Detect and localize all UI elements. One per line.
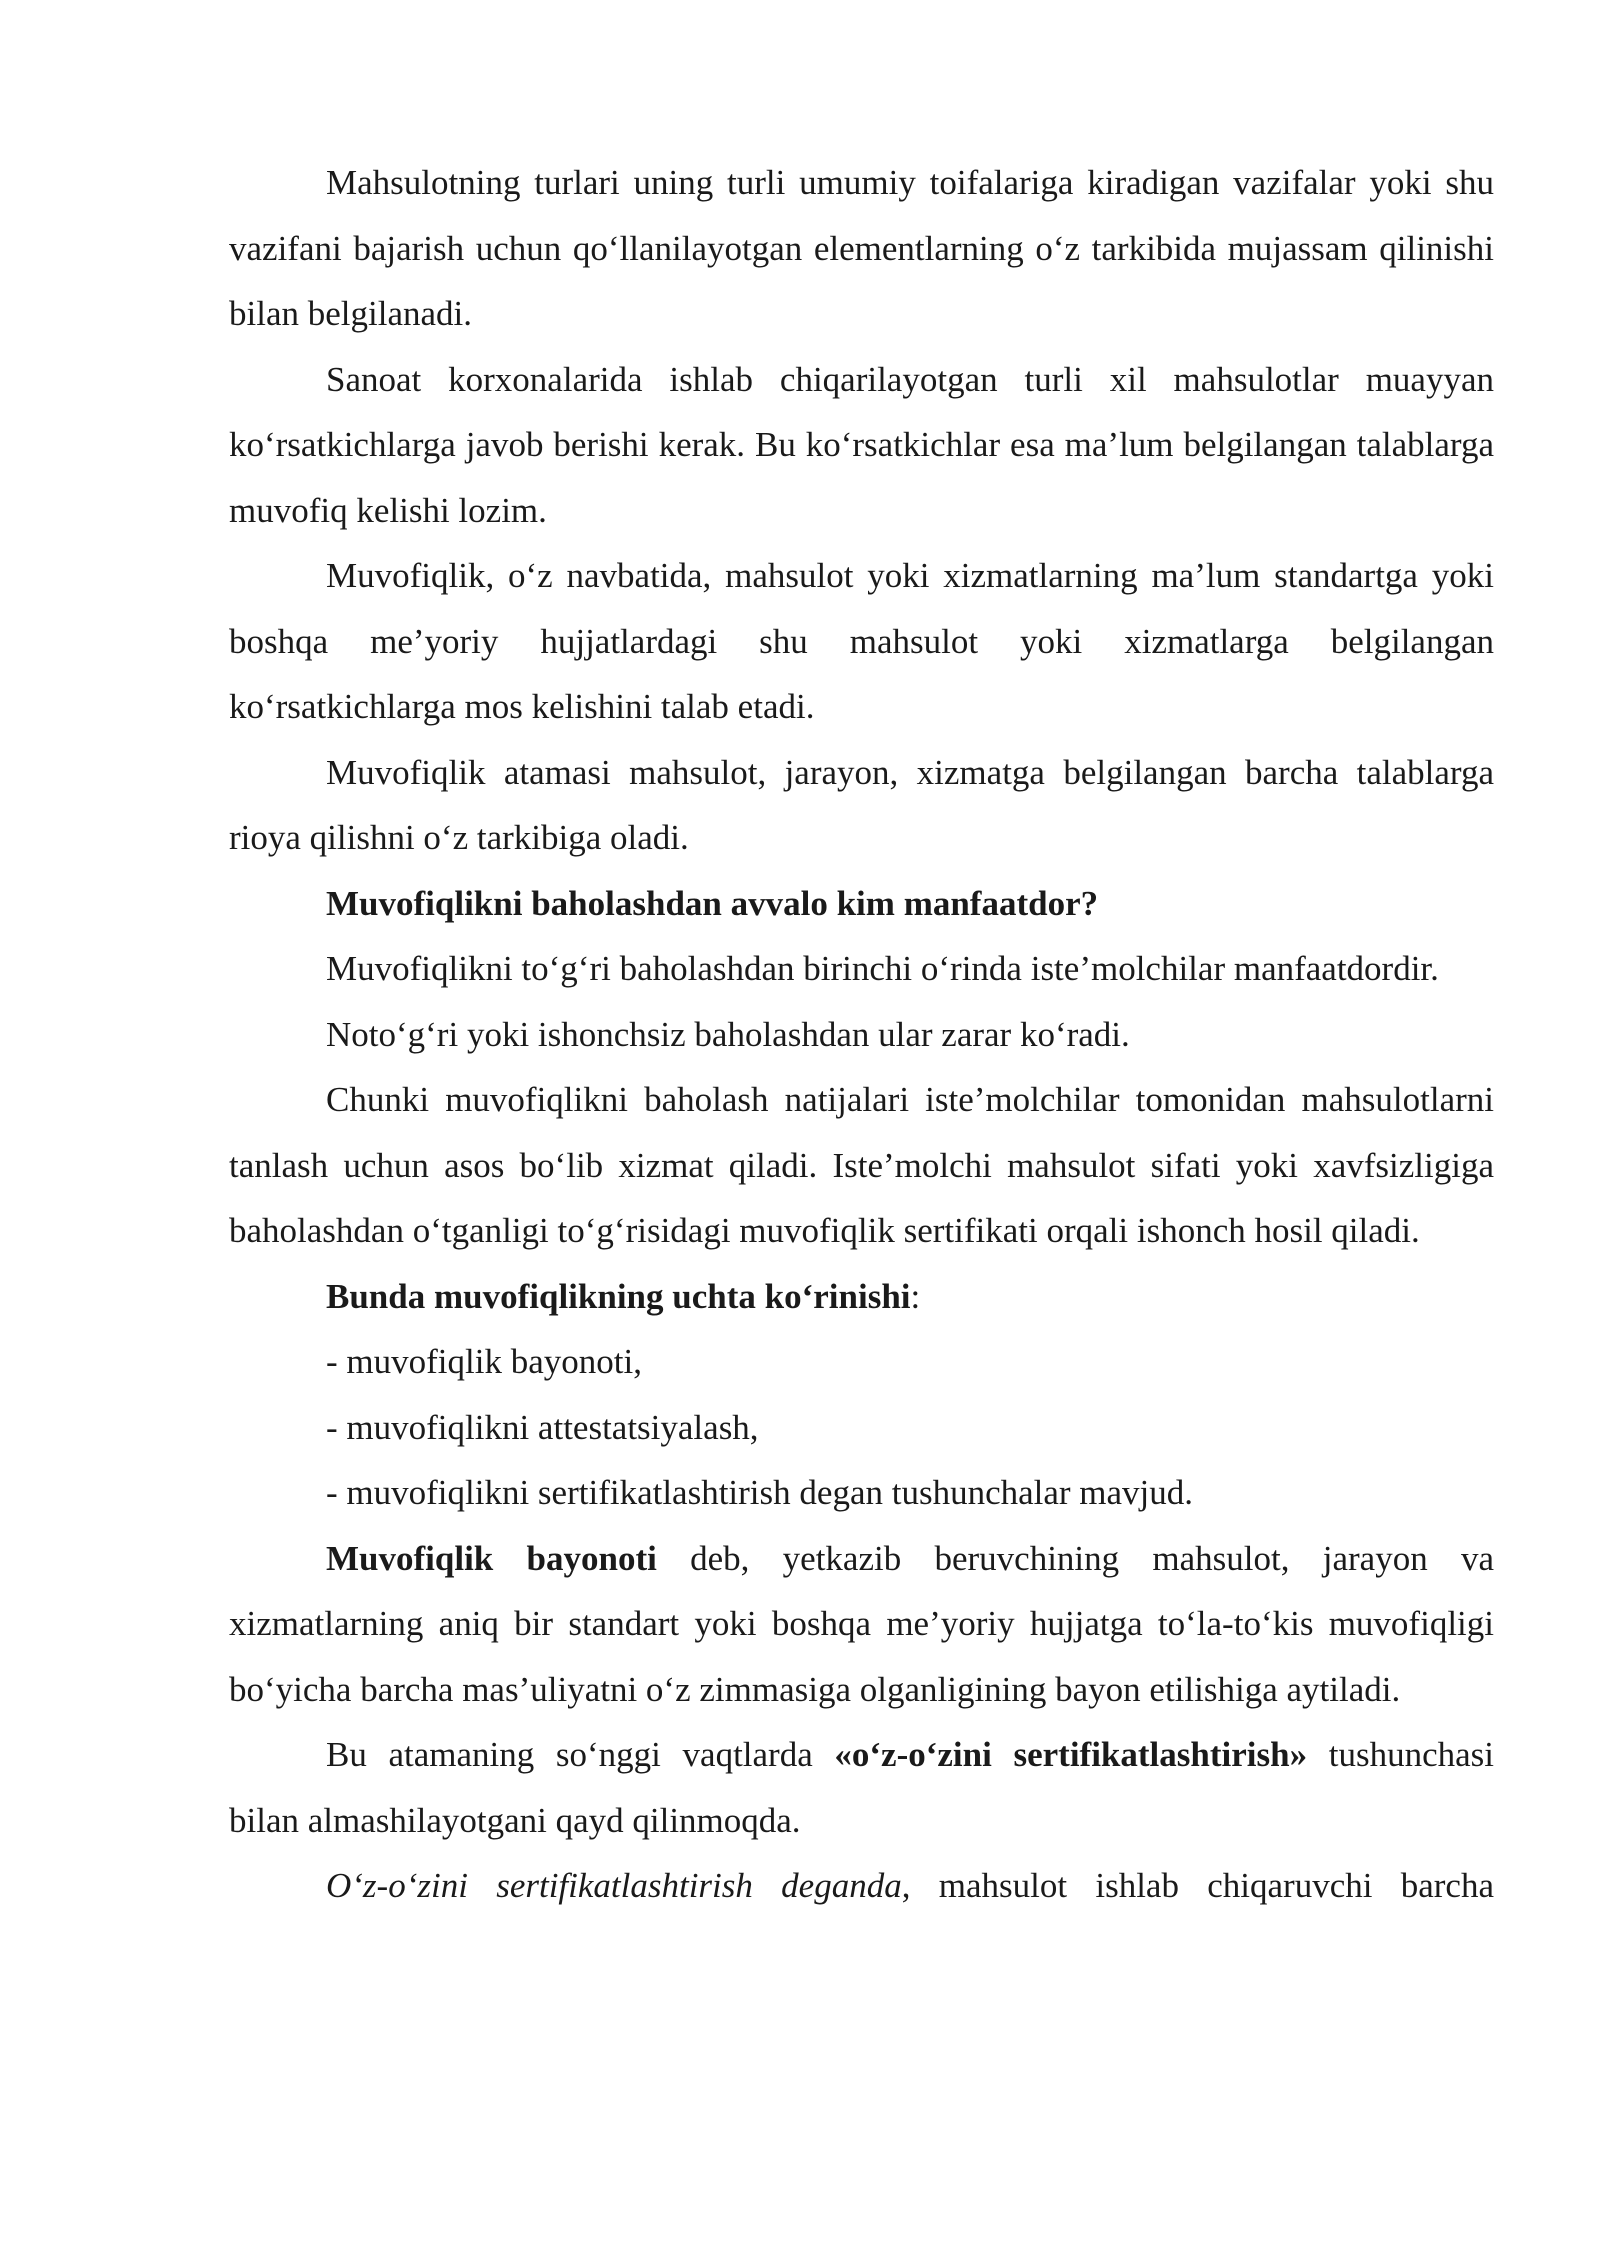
list-item [229, 1460, 1494, 1526]
paragraph-14-text-start: Bu atamaning so‘nggi vaqtlarda [326, 1735, 835, 1774]
paragraph-3-text: Muvofiqlik, o‘z navbatida, mahsulot yoki xizmatlarning ma’lum standartga yoki boshqa me’yoriy hujjatlardagi shu mahsulot yoki xizmatlarga belgilangan ko‘rsatkichlarga mos kelishini talab etadi. [229, 556, 1494, 726]
paragraph-2-text: Sanoat korxonalarida ishlab chiqarilayotgan turli xil mahsulotlar muayyan ko‘rsatkichlarga javob berishi kerak. Bu ko‘rsatkichlar esa ma’lum belgilangan talablarga muvofiq kelishi lozim. [229, 359, 1494, 530]
paragraph-1 [229, 150, 1494, 347]
paragraph-14 [229, 1722, 1494, 1853]
list-item [229, 1329, 1494, 1395]
forms-heading-bold: Bunda muvofiqlikning uchta ko‘rinishi [326, 1276, 911, 1316]
term-muvofiqlik-bayonoti: Muvofiqlik bayonoti [326, 1538, 657, 1578]
paragraph-3 [229, 543, 1494, 740]
paragraph-4 [229, 740, 1494, 871]
paragraph-8-text: Chunki muvofiqlikni baholash natijalari iste’molchilar tomonidan mahsulotlarni tanlash uchun asos bo‘lib xizmat qiladi. Iste’molchi mahsulot sifati yoki xavfsizligiga baholashdan o‘tganligi to‘g‘risidagi muvofiqlik sertifikati orqali ishonch hosil qiladi. [229, 1080, 1494, 1250]
forms-heading-colon: : [910, 1276, 921, 1316]
list-item-text: - muvofiqlikni sertifikatlashtirish degan tushunchalar mavjud. [326, 1473, 1194, 1512]
paragraph-15-text: , mahsulot ishlab chiqaruvchi barcha [901, 1866, 1494, 1905]
paragraph-15 [229, 1853, 1494, 1919]
paragraph-6 [229, 936, 1494, 1002]
paragraph-8 [229, 1067, 1494, 1264]
term-self-certification-italic: O‘z-o‘zini sertifikatlashtirish deganda [326, 1866, 902, 1905]
list-item-text: - muvofiqlikni attestatsiyalash, [326, 1407, 759, 1447]
paragraph-14-text-end: tushunchasi bilan almashilayotgani qayd qilinmoqda. [229, 1735, 1494, 1840]
paragraph-2 [229, 347, 1494, 544]
term-self-certification: «o‘z-o‘zini sertifikatlashtirish» [834, 1735, 1308, 1774]
paragraph-13 [229, 1526, 1494, 1723]
paragraph-4-text: Muvofiqlik atamasi mahsulot, jarayon, xizmatga belgilangan barcha talablarga rioya qilishni o‘z tarkibiga oladi. [229, 752, 1494, 857]
paragraph-13-text: deb, yetkazib beruvchining mahsulot, jarayon va xizmatlarning aniq bir standart yoki boshqa me’yoriy hujjatga to‘la-to‘kis muvofiqligi bo‘yicha barcha mas’uliyatni o‘z zimmasiga olganligining bayon etilishiga aytiladi. [229, 1538, 1494, 1709]
document-page [229, 150, 1494, 1919]
question-heading-text: Muvofiqlikni baholashdan avvalo kim manfaatdor? [326, 883, 1099, 923]
question-heading [229, 871, 1494, 937]
paragraph-7 [229, 1002, 1494, 1068]
list-item-text: - muvofiqlik bayonoti, [326, 1342, 642, 1381]
list-item [229, 1395, 1494, 1461]
paragraph-7-text: Noto‘g‘ri yoki ishonchsiz baholashdan ular zarar ko‘radi. [326, 1014, 1130, 1054]
paragraph-1-text: Mahsulotning turlari uning turli umumiy toifalariga kiradigan vazifalar yoki shu vazifani bajarish uchun qo‘llanilayotgan elementlarning o‘z tarkibida mujassam qilinishi bilan belgilanadi. [229, 163, 1494, 333]
paragraph-6-text: Muvofiqlikni to‘g‘ri baholashdan birinchi o‘rinda iste’molchilar manfaatdordir. [326, 949, 1439, 988]
forms-heading [229, 1264, 1494, 1330]
